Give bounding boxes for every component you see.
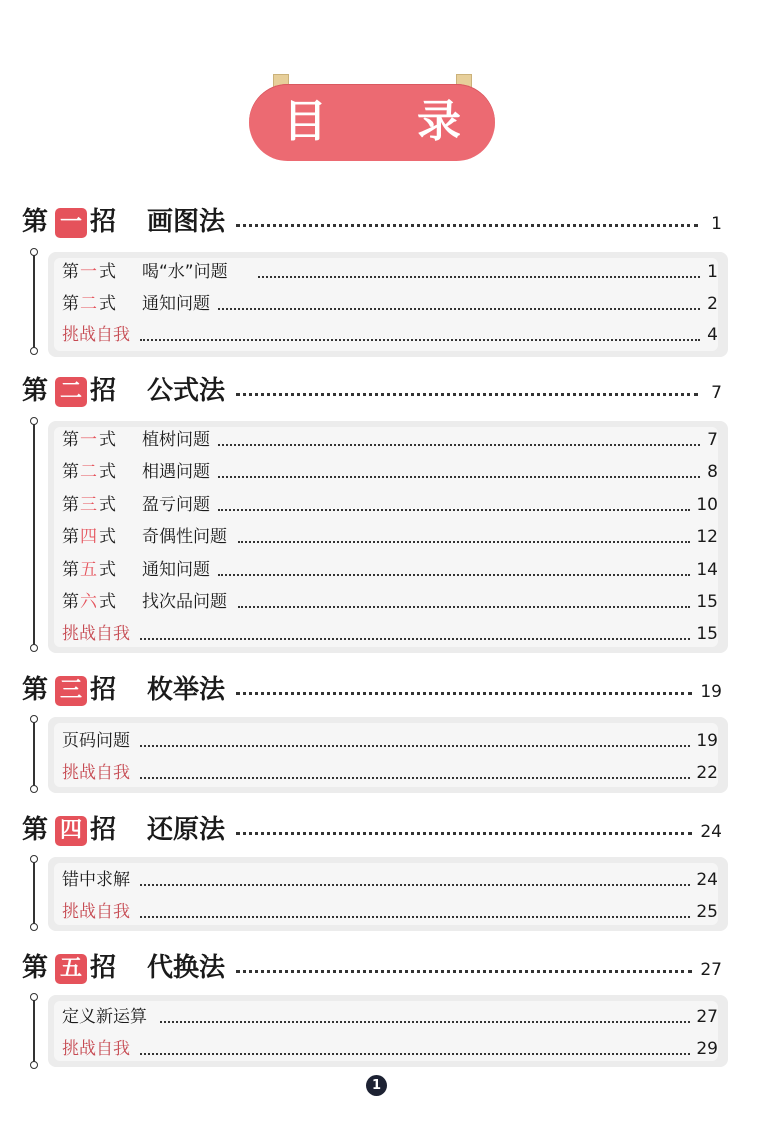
leader-dots [218,574,690,576]
entry-page: 22 [696,763,718,783]
entry-title: 找次品问题 [142,592,227,612]
chapter-di: 第 [22,675,49,705]
leader-dots [236,970,692,973]
entry-page: 25 [696,902,718,922]
chapter-number-badge: 二 [55,377,87,407]
leader-dots [160,1021,690,1023]
entry-number: 五 [80,560,97,580]
chapter-di: 第 [22,953,49,983]
leader-dots [258,276,700,278]
entry-page: 19 [696,731,718,751]
page-number-badge: 1 [366,1075,387,1096]
challenge-entry[interactable] [62,760,718,786]
chapter-zhao: 招 [90,815,117,845]
entry-page: 4 [707,325,718,345]
entry-page: 7 [707,430,718,450]
leader-dots [236,692,692,695]
entry-shi: 式 [99,262,116,282]
chapter-number-badge: 一 [55,208,87,238]
entry-page: 8 [707,462,718,482]
toc-entry[interactable] [62,427,718,453]
entry-number: 六 [80,592,97,612]
chapter-zhao: 招 [90,675,117,705]
entry-number: 一 [80,430,97,450]
toc-title-banner [249,84,495,161]
chapter-page: 1 [711,214,722,234]
entry-shi: 式 [99,294,116,314]
challenge-label: 挑战自我 [62,624,130,644]
entry-title: 定义新运算 [62,1007,147,1027]
chapter-zhao: 招 [90,207,117,237]
leader-dots [218,444,700,446]
entry-page: 24 [696,870,718,890]
entry-page: 27 [696,1007,718,1027]
entry-page: 15 [696,624,718,644]
entry-title: 奇偶性问题 [142,527,227,547]
challenge-label: 挑战自我 [62,1039,130,1059]
leader-dots [140,745,690,747]
toc-entry[interactable] [62,1004,718,1030]
entry-shi: 式 [99,592,116,612]
leader-dots [238,606,690,608]
entry-title: 植树问题 [142,430,210,450]
toc-entry[interactable] [62,459,718,485]
challenge-label: 挑战自我 [62,325,130,345]
chapter-number-badge: 三 [55,676,87,706]
timeline-line [33,253,35,350]
challenge-entry[interactable] [62,322,718,348]
chapter-di: 第 [22,815,49,845]
toc-entry[interactable] [62,259,718,285]
toc-entry[interactable] [62,557,718,583]
chapter-title: 还原法 [147,815,226,845]
leader-dots [140,777,690,779]
entry-di: 第 [62,527,79,547]
chapter-di: 第 [22,376,49,406]
entry-number: 二 [80,294,97,314]
challenge-label: 挑战自我 [62,902,130,922]
entry-title: 相遇问题 [142,462,210,482]
title-char-2: 录 [417,96,461,147]
toc-entry[interactable] [62,728,718,754]
leader-dots [236,393,698,396]
chapter-title: 公式法 [147,376,226,406]
entry-di: 第 [62,430,79,450]
leader-dots [140,339,700,341]
entry-page: 1 [707,262,718,282]
entry-di: 第 [62,262,79,282]
chapter-di: 第 [22,207,49,237]
leader-dots [218,476,700,478]
entry-number: 一 [80,262,97,282]
leader-dots [140,884,690,886]
challenge-entry[interactable] [62,1036,718,1062]
entry-page: 10 [696,495,718,515]
timeline-line [33,998,35,1064]
entry-title: 喝“水”问题 [142,262,228,282]
leader-dots [236,832,692,835]
toc-entry[interactable] [62,524,718,550]
leader-dots [140,638,690,640]
entry-di: 第 [62,294,79,314]
entry-page: 12 [696,527,718,547]
entry-shi: 式 [99,462,116,482]
chapter-zhao: 招 [90,953,117,983]
leader-dots [140,1053,690,1055]
timeline-line [33,422,35,647]
leader-dots [236,224,698,227]
chapter-page: 7 [711,383,722,403]
entry-page: 2 [707,294,718,314]
chapter-number-badge: 四 [55,816,87,846]
entry-shi: 式 [99,495,116,515]
chapter-title: 枚举法 [147,675,226,705]
entry-title: 盈亏问题 [142,495,210,515]
chapter-page: 24 [700,822,722,842]
entry-di: 第 [62,592,79,612]
toc-entry[interactable] [62,492,718,518]
entry-title: 通知问题 [142,560,210,580]
chapter-number-badge: 五 [55,954,87,984]
entry-di: 第 [62,495,79,515]
timeline-line [33,720,35,788]
entry-di: 第 [62,560,79,580]
chapter-4-heading[interactable] [22,810,722,850]
entry-title: 错中求解 [62,870,130,890]
leader-dots [218,308,700,310]
chapter-title: 代换法 [147,953,226,983]
chapter-1-heading[interactable] [22,202,722,242]
chapter-zhao: 招 [90,376,117,406]
toc-entry[interactable] [62,589,718,615]
entry-page: 15 [696,592,718,612]
leader-dots [218,509,690,511]
toc-entry[interactable] [62,291,718,317]
entry-shi: 式 [99,560,116,580]
challenge-label: 挑战自我 [62,763,130,783]
entry-shi: 式 [99,430,116,450]
challenge-entry[interactable] [62,621,718,647]
chapter-5-heading[interactable] [22,948,722,988]
title-char-1: 目 [283,96,327,147]
entry-number: 三 [80,495,97,515]
entry-number: 四 [80,527,97,547]
chapter-title: 画图法 [147,207,226,237]
chapter-page: 27 [700,960,722,980]
entry-di: 第 [62,462,79,482]
entry-page: 29 [696,1039,718,1059]
chapter-3-heading[interactable] [22,670,722,710]
chapter-2-heading[interactable] [22,371,722,411]
timeline-line [33,860,35,926]
leader-dots [140,916,690,918]
toc-entry[interactable] [62,867,718,893]
entry-page: 14 [696,560,718,580]
challenge-entry[interactable] [62,899,718,925]
chapter-page: 19 [700,682,722,702]
entry-shi: 式 [99,527,116,547]
leader-dots [238,541,690,543]
entry-title: 页码问题 [62,731,130,751]
entry-title: 通知问题 [142,294,210,314]
entry-number: 二 [80,462,97,482]
